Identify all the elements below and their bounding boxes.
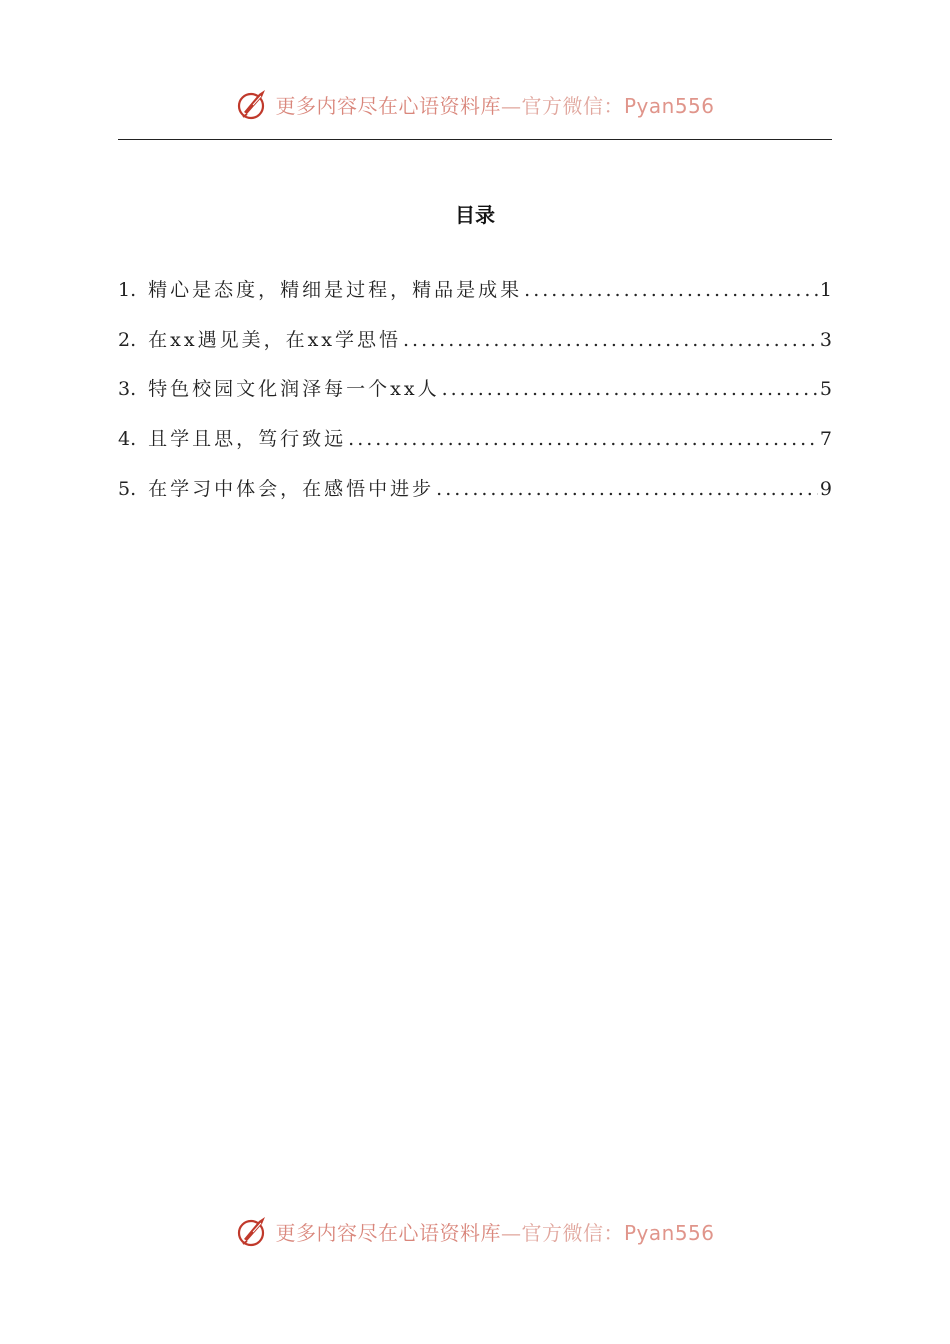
toc-item[interactable] [118, 424, 832, 474]
footer-separator: — [500, 1220, 522, 1245]
toc-item-page: 3 [819, 328, 832, 351]
header-middle-text: 官方微信： [521, 93, 624, 118]
footer-wechat-id: Pyan556 [623, 1220, 715, 1245]
toc-title: 目录 [455, 203, 495, 227]
header-banner [0, 82, 950, 126]
header-wechat-id: Pyan556 [623, 93, 715, 118]
toc-item-page: 9 [819, 477, 832, 500]
toc-item-label: 且学且思，笃行致远 [148, 428, 347, 451]
toc-item-label: 特色校园文化润泽每一个xx人 [148, 378, 440, 401]
header-main-text: 更多内容尽在心语资料库 [275, 93, 501, 118]
toc-leader-dots [348, 428, 818, 450]
footer-middle-text: 官方微信： [521, 1220, 624, 1245]
toc-item-number: 3. [118, 378, 137, 401]
toc-item-number: 4. [118, 428, 137, 451]
toc-item-label: 精心是态度，精细是过程，精品是成果 [148, 279, 523, 301]
header-separator: — [500, 93, 522, 118]
header-text [275, 90, 714, 119]
quill-pen-logo-icon [235, 1213, 271, 1249]
toc-item-page: 5 [819, 378, 832, 401]
table-of-contents [118, 275, 832, 523]
footer-banner [0, 1209, 950, 1253]
toc-item-number: 2. [118, 328, 137, 351]
toc-item[interactable] [118, 474, 832, 524]
toc-leader-dots [403, 329, 818, 351]
toc-leader-dots [442, 378, 818, 400]
header-divider [118, 139, 832, 140]
toc-item-label: 在xx遇见美，在xx学思悟 [148, 328, 402, 351]
footer-main-text: 更多内容尽在心语资料库 [275, 1220, 501, 1245]
toc-leader-dots [524, 279, 818, 301]
toc-leader-dots [436, 478, 818, 500]
toc-item[interactable] [118, 374, 832, 424]
quill-pen-logo-icon [235, 86, 271, 122]
toc-item-page: 7 [819, 428, 832, 451]
toc-item[interactable] [118, 325, 832, 375]
toc-item[interactable] [118, 275, 832, 325]
toc-item-number: 5. [118, 477, 137, 500]
footer-text [275, 1217, 714, 1246]
toc-item-page: 1 [819, 279, 832, 301]
toc-item-label: 在学习中体会，在感悟中进步 [148, 477, 435, 500]
toc-item-number: 1. [118, 279, 137, 301]
